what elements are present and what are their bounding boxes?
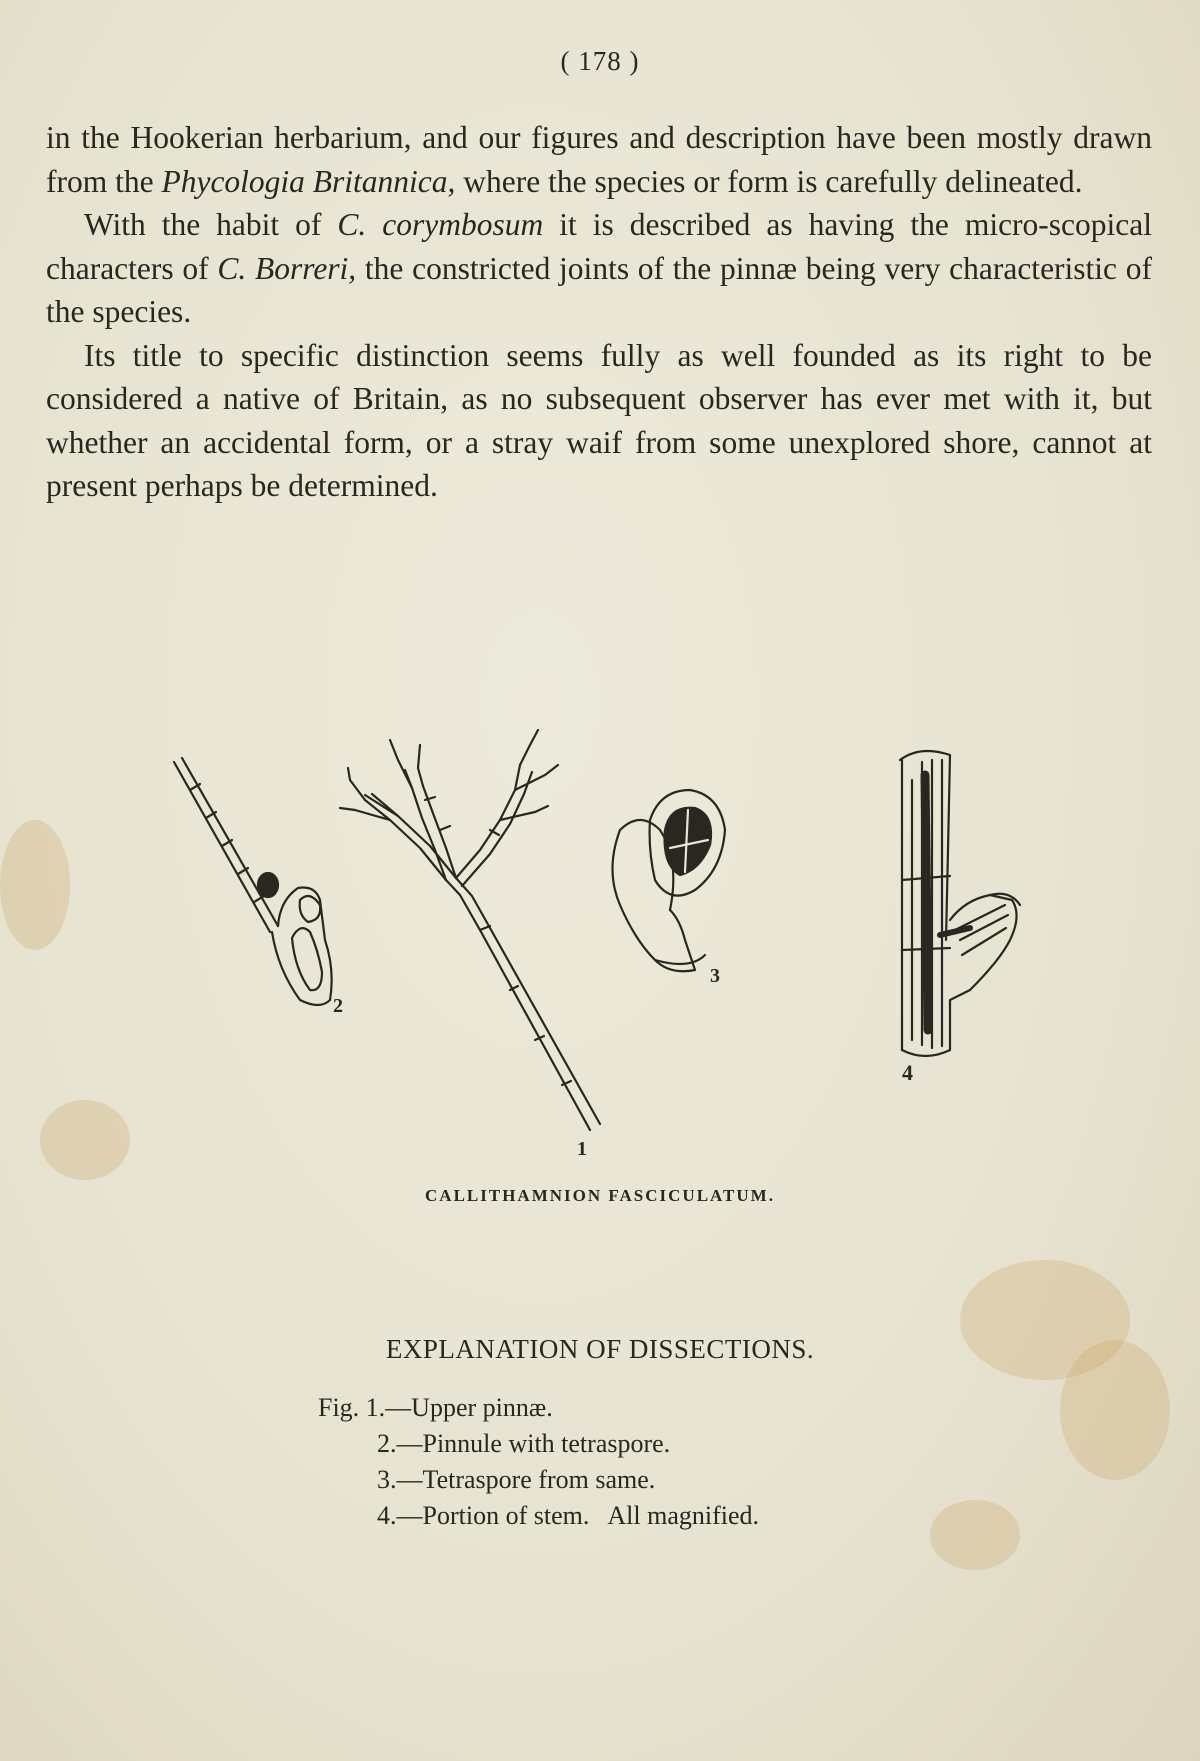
- paragraph: With the habit of C. corymbosum it is described as having the micro-scopical characters of C. Borreri, the constricted joints of the pinnæ being very characteristic of the species.: [46, 207, 1152, 329]
- explanation-item: Fig. 1.—Upper pinnæ.: [318, 1393, 553, 1422]
- explanation-item: 4.—Portion of stem. All magnified.: [377, 1501, 760, 1530]
- page-number: ( 178 ): [560, 46, 640, 76]
- paragraph: in the Hookerian herbarium, and our figures and description have been mostly drawn from the Phycologia Britannica, where the species or form is carefully delineated.: [46, 120, 1152, 199]
- figure-1-upper-pinnae: [340, 730, 600, 1130]
- figure-caption: CALLITHAMNION FASCICULATUM.: [425, 1186, 775, 1205]
- explanation-item: 3.—Tetraspore from same.: [377, 1465, 656, 1494]
- figure-label-3: 3: [710, 965, 720, 987]
- body-text: [46, 116, 1152, 508]
- explanation-item: 2.—Pinnule with tetraspore.: [377, 1429, 671, 1458]
- figure-label-2: 2: [333, 995, 343, 1017]
- explanation-title: EXPLANATION OF DISSECTIONS.: [385, 1334, 815, 1364]
- figure-label-1: 1: [577, 1138, 587, 1160]
- foxing-stain: [0, 820, 70, 950]
- paragraph: Its title to specific distinction seems fully as well founded as its right to be considered a native of Britain, as no subsequent observer has ever met with it, but whether an accidental form, or a stray waif from some unexplored shore, cannot at present perhaps be determined.: [46, 337, 1152, 503]
- foxing-stain: [40, 1100, 130, 1180]
- botanical-illustration: [150, 700, 1050, 1180]
- figure-4-portion-of-stem: [900, 751, 1020, 1056]
- figure-3-tetraspore: [613, 790, 726, 971]
- explanation-list: [318, 1390, 1018, 1534]
- figure-label-4: 4: [902, 1060, 913, 1085]
- figure-2-pinnule-with-tetraspore: [174, 758, 332, 1005]
